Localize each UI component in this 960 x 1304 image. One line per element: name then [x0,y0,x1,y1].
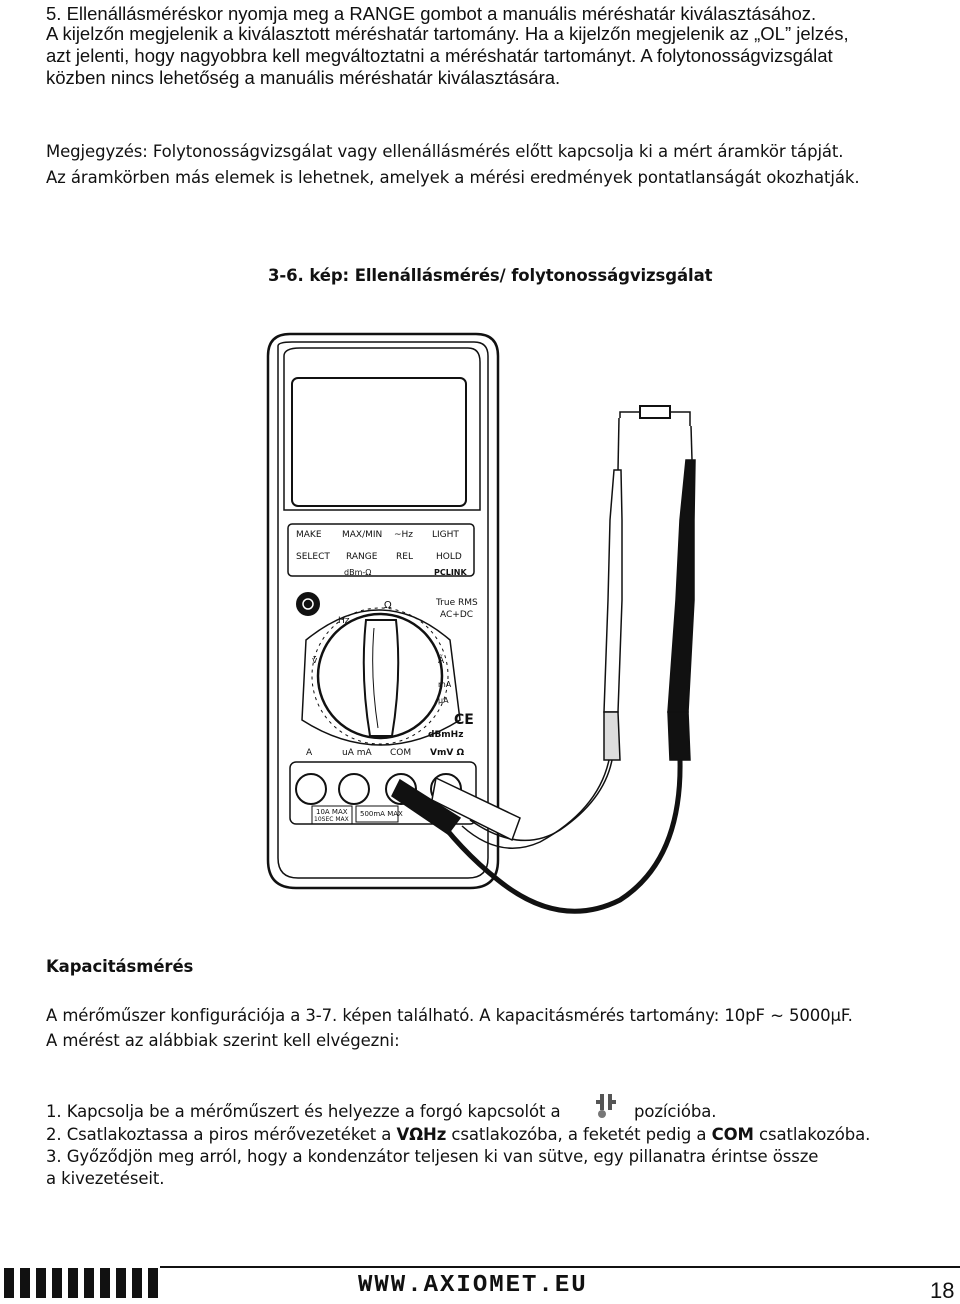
dial-a-label: Ã [438,656,445,666]
hold-button: HOLD [436,552,462,562]
page-number: 18 [930,1278,955,1303]
select-button: SELECT [296,552,330,562]
dial-ohm-label: Ω [384,600,392,611]
figure-caption: 3-6. kép: Ellenállásmérés/ folytonosságvizsgálat [268,266,713,285]
section-line-2: A mérést az alábbiak szerint kell elvégezni: [46,1031,400,1050]
step5-line-1: 5. Ellenállásméréskor nyomja meg a RANGE gombot a manuális méréshatár kiválasztásához. [46,3,817,24]
section-line-1: A mérőműszer konfigurációja a 3-7. képen található. A kapacitásmérés tartomány: 10pF ~ 5000μF. [46,1006,853,1025]
jack-com-label: COM [390,748,412,758]
ce-mark: CE [454,712,474,728]
section-heading: Kapacitásmérés [46,957,194,976]
hz-button: ~Hz [394,530,414,540]
range-button: RANGE [346,552,378,562]
step5-line-3: azt jelenti, hogy nagyobbra kell megváltoztatni a méréshatár tartományt. A folytonosságvizsgálat [46,45,833,66]
note-line-1: Megjegyzés: Folytonosságvizsgálat vagy ellenállásmérés előtt kapcsolja ki a mért áramkör tápját. [46,142,844,161]
footer-barcode [4,1268,158,1298]
true-rms-label: True RMS [436,598,478,608]
dial-ma-label: mA [438,680,452,689]
jack-top-label: dBmHz [428,730,464,740]
step-3-line-1: 3. Győződjön meg arról, hogy a kondenzátor teljesen ki van sütve, egy pillanatra érintse össze [46,1147,819,1166]
step5-line-2: A kijelzőn megjelenik a kiválasztott méréshatár tartomány. Ha a kijelzőn megjelenik az „OL” jelzés, [46,23,849,44]
dbm-label: dBm-Ω [344,568,372,577]
jack-uama-label: uA mA [342,748,372,758]
footer-url: WWW.AXIOMET.EU [358,1272,588,1299]
dial-ua-label: μA [438,696,449,705]
ac-dc-label: AC+DC [440,610,474,620]
step-1-end: pozícióba. [634,1102,717,1121]
note-line-2: Az áramkörben más elemek is lehetnek, amelyek a mérési eredmények pontatlanságát okozhatják. [46,168,860,187]
pclink-label: PCLINK [434,568,467,577]
step-2-text: 2. Csatlakoztassa a piros mérővezetéket a VΩHz csatlakozóba, a feketét pedig a COM csatlakozóba. [46,1125,871,1144]
dial-v-label: ṽ [312,656,318,666]
make-button: MAKE [296,530,322,540]
warning-10sec: 10SEC MAX [314,816,349,823]
step5-line-4: közben nincs lehetőség a manuális méréshatár kiválasztására. [46,67,561,88]
rel-button: REL [396,552,413,562]
warning-500ma: 500mA MAX [360,810,403,818]
step-3-line-2: a kivezetéseit. [46,1169,165,1188]
jack-v-label: VmV Ω [430,748,465,758]
dial-hz-label: Hz [338,616,350,626]
warning-10a: 10A MAX [316,808,348,816]
maxmin-button: MAX/MIN [342,530,383,540]
light-button: LIGHT [432,530,459,540]
step-1-text: 1. Kapcsolja be a mérőműszert és helyezze a forgó kapcsolót a [46,1102,561,1121]
footer-rule [160,1266,960,1268]
jack-a-label: A [306,748,313,758]
